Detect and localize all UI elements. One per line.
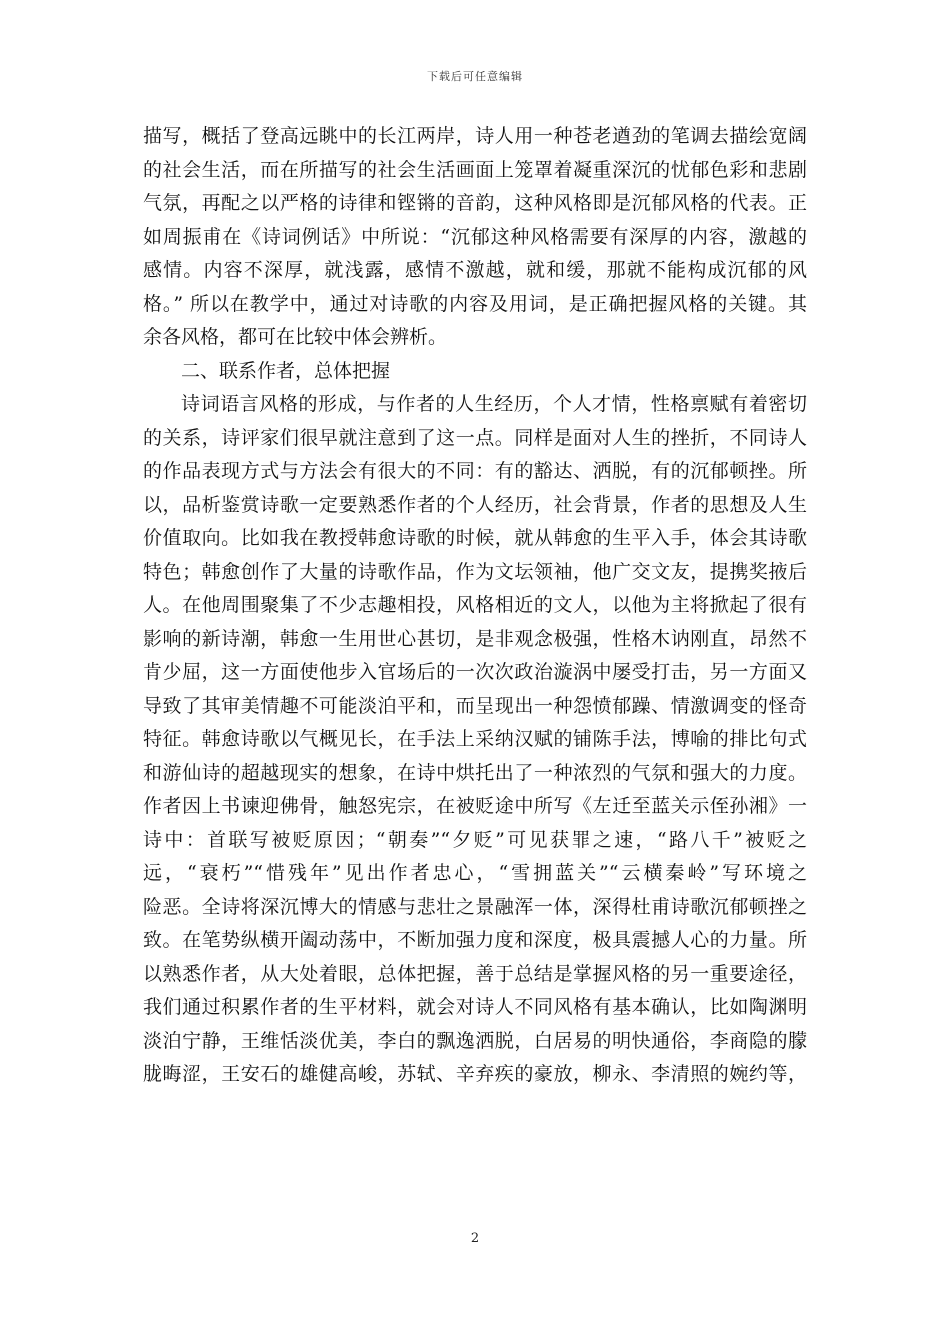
text-line: 险恶。全诗将深沉博大的情感与悲壮之景融浑一体，深得杜甫诗歌沉郁顿挫之 xyxy=(143,895,807,918)
text-line: 作者因上书谏迎佛骨，触怒宪宗，在被贬途中所写《左迁至蓝关示侄孙湘》一 xyxy=(143,795,807,817)
text-line: 诗词语言风格的形成，与作者的人生经历，个人才情，性格禀赋有着密切 xyxy=(181,393,807,415)
text-line: 影响的新诗潮，韩愈一生用世心甚切，是非观念极强，性格木讷刚直，昂然不 xyxy=(143,627,807,650)
document-body xyxy=(143,120,807,1092)
text-line: 特征。韩愈诗歌以气概见长，在手法上采纳汉赋的铺陈手法，博喻的排比句式 xyxy=(143,728,807,750)
text-line: 致。在笔势纵横开阖动荡中，不断加强力度和深度，极具震撼人心的力量。所 xyxy=(143,929,807,951)
text-line: 淡泊宁静，王维恬淡优美，李白的飘逸洒脱，白居易的明快通俗，李商隐的朦 xyxy=(143,1029,807,1052)
text-line: 和游仙诗的超越现实的想象，在诗中烘托出了一种浓烈的气氛和强大的力度。 xyxy=(143,761,807,784)
text-line: 特色；韩愈创作了大量的诗歌作品，作为文坛领袖，他广交文友，提携奖掖后 xyxy=(143,560,807,583)
text-line: 气氛，再配之以严格的诗律和铿锵的音韵，这种风格即是沉郁风格的代表。正 xyxy=(143,192,807,214)
text-line: 肯少屈，这一方面使他步入官场后的一次次政治漩涡中屡受打击，另一方面又 xyxy=(143,661,807,683)
text-line: 余各风格，都可在比较中体会辨析。 xyxy=(143,326,448,348)
text-line: 我们通过积累作者的生平材料，就会对诗人不同风格有基本确认，比如陶渊明 xyxy=(143,996,807,1018)
text-line: 以，品析鉴赏诗歌一定要熟悉作者的个人经历，社会背景，作者的思想及人生 xyxy=(143,493,807,516)
text-line: 远，“衰朽”“惜残年”见出作者忠心，“雪拥蓝关”“云横秦岭”写环境之 xyxy=(143,862,807,884)
page-number: 2 xyxy=(470,1231,480,1246)
text-line: 胧晦涩，王安石的雄健高峻，苏轼、辛弃疾的豪放，柳永、李清照的婉约等， xyxy=(143,1063,807,1085)
text-line: 价值取向。比如我在教授韩愈诗歌的时候，就从韩愈的生平入手，体会其诗歌 xyxy=(143,527,807,549)
text-line: 的作品表现方式与方法会有很大的不同：有的豁达、洒脱，有的沉郁顿挫。所 xyxy=(143,460,807,482)
text-line: 导致了其审美情趣不可能淡泊平和，而呈现出一种怨愤郁躁、情激调变的怪奇 xyxy=(143,694,807,717)
text-line: 的关系，诗评家们很早就注意到了这一点。同样是面对人生的挫折，不同诗人 xyxy=(143,426,807,449)
text-line: 诗中：首联写被贬原因；“朝奏”“夕贬”可见获罪之速，“路八千”被贬之 xyxy=(143,828,807,851)
page-header: 下载后可任意编辑 xyxy=(427,70,523,83)
text-line: 如周振甫在《诗词例话》中所说：“沉郁这种风格需要有深厚的内容，激越的 xyxy=(143,225,807,248)
text-line: 以熟悉作者，从大处着眼，总体把握，善于总结是掌握风格的另一重要途径， xyxy=(143,962,807,985)
text-line: 描写，概括了登高远眺中的长江两岸，诗人用一种苍老遒劲的笔调去描绘宽阔 xyxy=(143,125,807,147)
text-line: 的社会生活，而在所描写的社会生活画面上笼罩着凝重深沉的忧郁色彩和悲剧 xyxy=(143,158,807,181)
text-line: 人。在他周围聚集了不少志趣相投，风格相近的文人，以他为主将掀起了很有 xyxy=(143,594,807,616)
text-line: 感情。内容不深厚，就浅露，感情不激越，就和缓，那就不能构成沉郁的风 xyxy=(143,259,807,281)
text-line: 格。” 所以在教学中，通过对诗歌的内容及用词，是正确把握风格的关键。其 xyxy=(143,292,807,315)
section-heading: 二、联系作者，总体把握 xyxy=(181,359,391,382)
